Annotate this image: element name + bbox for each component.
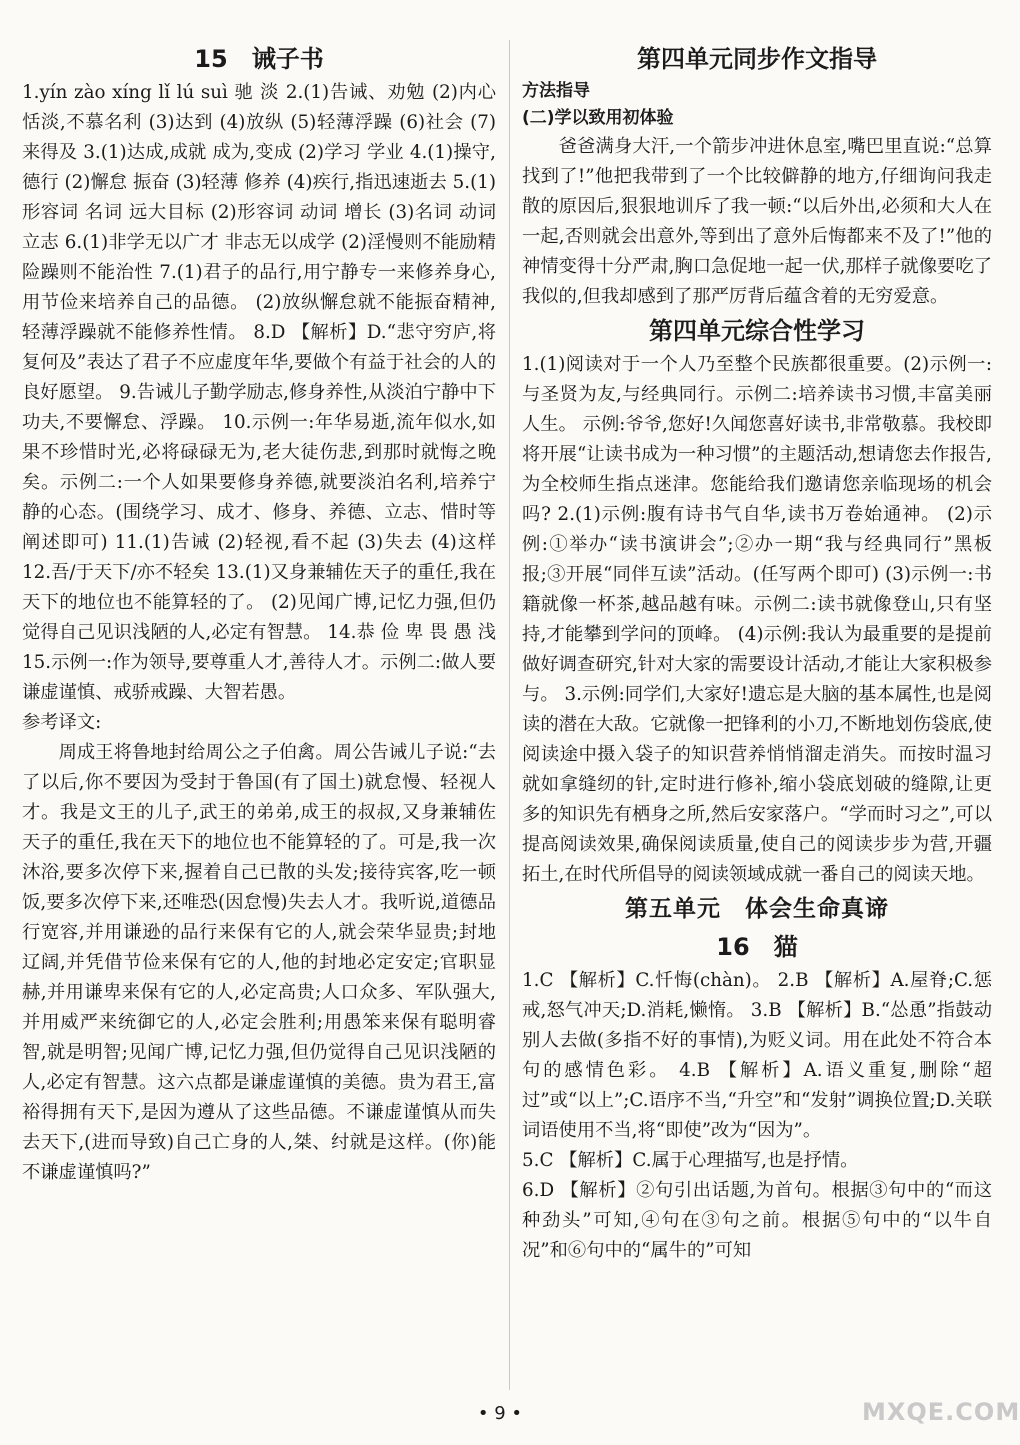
left-column — [22, 40, 496, 1188]
section-title-comprehensive: 第四单元综合性学习 — [649, 317, 865, 345]
right-column — [522, 40, 992, 1266]
section-title-writing: 第四单元同步作文指导 — [637, 45, 877, 73]
lesson-title-cat: 16 猫 — [716, 933, 798, 961]
lesson-title: 15 诫子书 — [194, 45, 324, 73]
cat-answer-5: 5.C 【解析】C.属于心理描写,也是抒情。 — [522, 1150, 859, 1171]
answers-text: 1.yín zào xíng lǐ lú suì 驰 淡 2.(1)告诫、劝勉 (2)内心恬淡,不慕名利 (3)达到 (4)放纵 (5)轻薄浮躁 (6)社会 (7)来得及 3.(1)达成,成就 成为,变成 (2)学习 学业 4.(1)操守,德行 (2)懈怠 振奋 (3)轻薄 修养 (4)疾行,指迅速逝去 5.(1)形容词 名词 远大目标 (2)形容词 动词 增长 (3)名词 动词 立志 6.(1)非学无以广才 非志无以成学 (2)淫慢则不能励精 险躁则不能治性 7.(1)君子的品行,用宁静专一来修养身心,用节俭来培养自己的品德。 (2)放纵懈怠就不能振奋精神,轻薄浮躁就不能修养性情。 8.D 【解析】D.“悲守穷庐,将复何及”表达了君子不应虚度年华,要做个有益于社会的人的良好愿望。 9.告诫儿子勤学励志,修身养性,从淡泊宁静中下功夫,不要懈怠、浮躁。 10.示例一:年华易逝,流年似水,如果不珍惜时光,必将碌碌无为,老大徒伤悲,到那时就悔之晚矣。示例二:一个人如果要修身养德,就要淡泊名利,培养宁静的心态。(围绕学习、成才、修身、养德、立志、惜时等阐述即可) 11.(1)告诫 (2)轻视,看不起 (3)失去 (4)这样 12.吾/于天下/亦不轻矣 13.(1)又身兼辅佐天子的重任,我在天下的地位也不能算轻的了。 (2)见闻广博,记忆力强,但仍觉得自己见识浅陋的人,必定有智慧。 14.恭 俭 卑 畏 愚 浅 15.示例一:作为领导,要尊重人才,善待人才。示例二:做人要谦虚谨慎、戒骄戒躁、大智若愚。 — [22, 82, 496, 703]
watermark: MXQE.COM — [862, 1398, 1020, 1426]
subsection-title: (二)学以致用初体验 — [522, 108, 674, 128]
column-divider — [509, 40, 510, 1390]
cat-answer-6: 6.D 【解析】②句引出话题,为首句。根据③句中的“而这种劲头”可知,④句在③句之前。根据⑤句中的“以牛自况”和⑥句中的“属牛的”可知 — [522, 1180, 992, 1261]
reference-label: 参考译文: — [22, 712, 102, 733]
essay-text: 爸爸满身大汗,一个箭步冲进休息室,嘴巴里直说:“总算找到了!”他把我带到了一个比较僻静的地方,仔细询问我走散的原因后,狠狠地训斥了我一顿:“以后外出,必须和大人在一起,否则就会出意外,等到出了意外后悔都来不及了!”他的神情变得十分严肃,胸口急促地一起一伏,那样子就像要吃了我似的,但我却感到了那严厉背后蕴含着的无穷爱意。 — [522, 136, 992, 307]
unit-title: 第五单元 体会生命真谛 — [625, 896, 889, 922]
page-number: • 9 • — [477, 1403, 523, 1424]
comprehensive-answers: 1.(1)阅读对于一个人乃至整个民族都很重要。(2)示例一:与圣贤为友,与经典同行。示例二:培养读书习惯,丰富美丽人生。 示例:爷爷,您好!久闻您喜好读书,非常敬慕。我校即将开展“让读书成为一种习惯”的主题活动,想请您去作报告,为全校师生指点迷津。您能给我们邀请您亲临现场的机会吗? 2.(1)示例:腹有诗书气自华,读书万卷始通神。 (2)示例:①举办“读书演讲会”;②办一期“我与经典同行”黑板报;③开展“同伴互读”活动。(任写两个即可) (3)示例一:书籍就像一杯茶,越品越有味。示例二:读书就像登山,只有坚持,才能攀到学问的顶峰。 (4)示例:我认为最重要的是提前做好调查研究,针对大家的需要设计活动,才能让大家积极参与。 3.示例:同学们,大家好!遗忘是大脑的基本属性,也是阅读的潜在大敌。它就像一把锋利的小刀,不断地划伤袋底,使阅读途中摄入袋子的知识营养悄悄溜走消失。而按时温习就如拿缝纫的针,定时进行修补,缩小袋底划破的缝隙,让更多的知识先有栖身之所,然后安家落户。“学而时习之”,可以提高阅读效果,确保阅读质量,使自己的阅读步步为营,开疆拓土,在时代所倡导的阅读领域成就一番自己的阅读天地。 — [522, 354, 992, 885]
translation-text: 周成王将鲁地封给周公之子伯禽。周公告诫儿子说:“去了以后,你不要因为受封于鲁国(有了国土)就怠慢、轻视人才。我是文王的儿子,武王的弟弟,成王的叔叔,又身兼辅佐天子的重任,我在天下的地位也不能算轻的了。可是,我一次沐浴,要多次停下来,握着自己已散的头发;接待宾客,吃一顿饭,要多次停下来,还唯恐(因怠慢)失去人才。我听说,道德品行宽容,并用谦逊的品行来保有它的人,就会荣华显贵;封地辽阔,并凭借节俭来保有它的人,他的封地必定安定;官职显赫,并用谦卑来保有它的人,必定高贵;人口众多、军队强大,并用威严来统御它的人,必定会胜利;用愚笨来保有聪明睿智,就是明智;见闻广博,记忆力强,但仍觉得自己见识浅陋的人,必定有智慧。这六点都是谦虚谨慎的美德。贵为君王,富裕得拥有天下,是因为遵从了这些品德。不谦虚谨慎从而失去天下,(进而导致)自己亡身的人,桀、纣就是这样。(你)能不谦虚谨慎吗?” — [22, 742, 496, 1183]
method-label: 方法指导 — [522, 81, 590, 101]
cat-answers: 1.C 【解析】C.忏悔(chàn)。 2.B 【解析】A.屋脊;C.惩戒,怒气冲天;D.消耗,懒惰。 3.B 【解析】B.“怂恿”指鼓动别人去做(多指不好的事情),为贬义词。用在此处不符合本句的感情色彩。 4.B 【解析】A.语义重复,删除“超过”或“以上”;C.语序不当,“升空”和“发射”调换位置;D.关联词语使用不当,将“即使”改为“因为”。 — [522, 970, 992, 1141]
